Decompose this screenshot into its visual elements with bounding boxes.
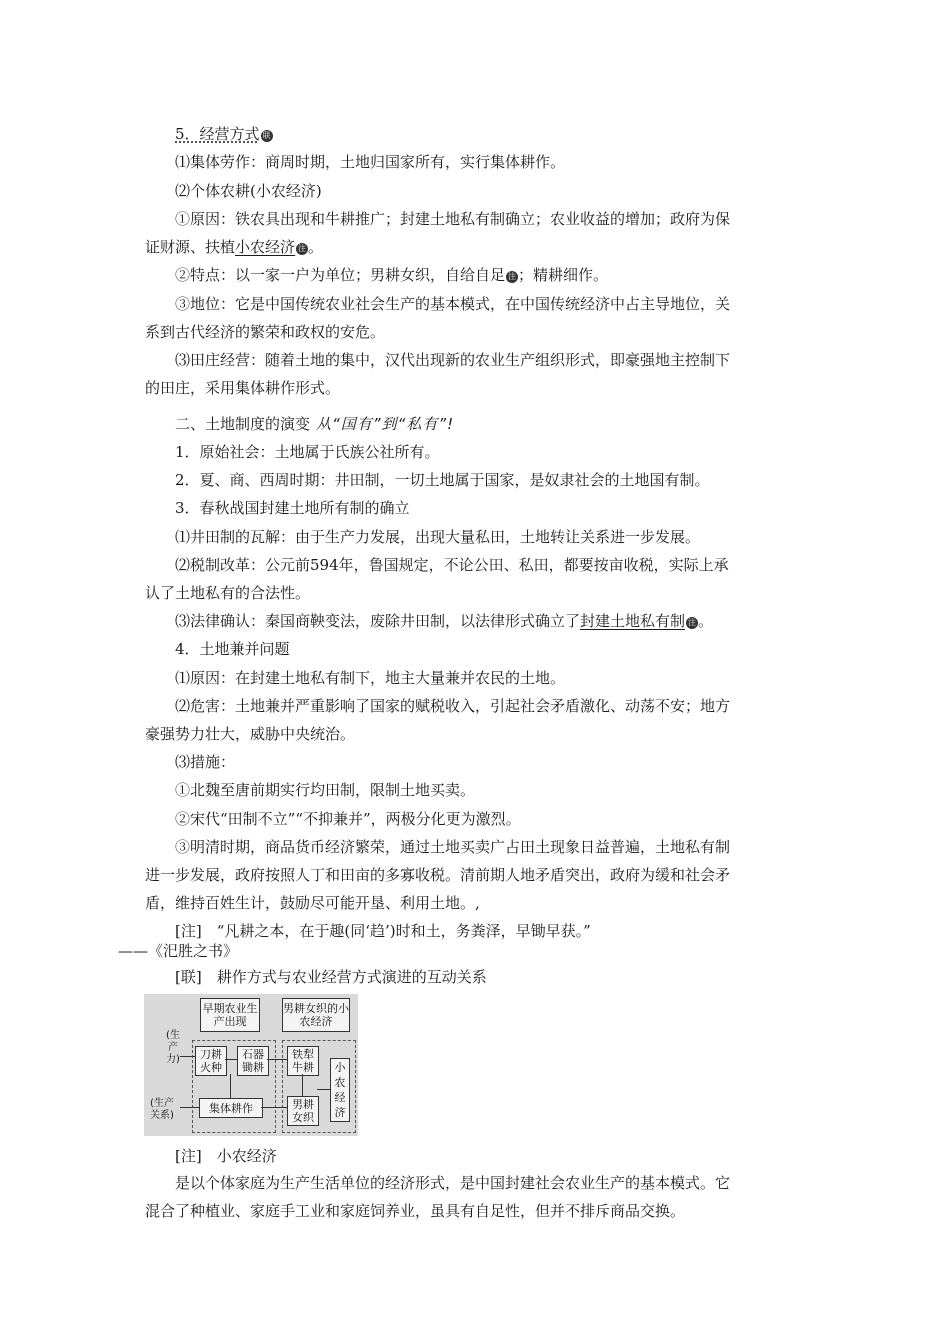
text-line: ⑴原因：在封建土地私有制下，地主大量兼并农民的土地。 — [175, 669, 566, 687]
early-agriculture-box: 早期农业生产出现 — [200, 998, 260, 1032]
farming-evolution-diagram — [144, 994, 358, 1136]
note-line: [注] “凡耕之本，在于趣(同‘趋’)时和土，务粪泽，早锄早获。” — [175, 922, 591, 940]
text-line: 1．原始社会：土地属于氏族公社所有。 — [175, 443, 440, 461]
text-span: ⑶法律确认：秦国商鞅变法，废除井田制，以法律形式确立了 — [175, 612, 581, 630]
text-line — [175, 611, 810, 631]
section-heading: 5．经营方式 — [175, 125, 260, 143]
small-farm-economy-top-box: 男耕女织的小农经济 — [282, 998, 350, 1032]
text-line: 认了土地私有的合法性。 — [145, 584, 311, 602]
text-line: ⑶田庄经营：随着土地的集中，汉代出现新的农业生产组织形式，即豪强地主控制下 — [175, 351, 731, 369]
text-line: 3．春秋战国封建土地所有制的确立 — [175, 499, 410, 517]
text-span: 证财源、扶植 — [145, 238, 236, 256]
small-farm-economy-box: 小农经济 — [330, 1058, 350, 1122]
link-mark-icon: 联 — [262, 131, 271, 140]
men-women-box: 男耕女织 — [287, 1096, 319, 1126]
section-heading — [175, 414, 810, 434]
collective-farming-box: 集体耕作 — [199, 1098, 263, 1118]
text-line: 豪强势力壮大，威胁中央统治。 — [145, 725, 356, 743]
text-line: 混合了种植业、家庭手工业和家庭饲养业，虽具有自足性，但并不排斥商品交换。 — [145, 1202, 686, 1220]
heading-text: 二、土地制度的演变 — [175, 415, 311, 433]
arrow — [225, 1059, 237, 1060]
text-line: ②宋代“田制不立”“不抑兼并”，两极分化更为激烈。 — [175, 810, 521, 828]
text-line: 的田庄，采用集体耕作形式。 — [145, 379, 341, 397]
arrow — [180, 1107, 199, 1108]
text-line: 4．土地兼并问题 — [175, 640, 290, 658]
note-line: [注] 小农经济 — [175, 1147, 277, 1165]
text-line: 系到古代经济的繁荣和政权的安危。 — [145, 323, 386, 341]
note-mark-icon: 注 — [688, 618, 697, 627]
note-line: [联] 耕作方式与农业经营方式演进的互动关系 — [175, 968, 487, 986]
text-line — [175, 265, 810, 285]
arrow — [230, 1074, 231, 1098]
text-line: 进一步发展，政府按照人丁和田亩的多寡收税。清前期人地矛盾突出，政府为缓和社会矛 — [145, 866, 731, 884]
text-line — [175, 124, 810, 144]
handwritten-note: 从“国有”到“私有”! — [316, 415, 455, 433]
text-span: ；精耕细作。 — [518, 266, 609, 284]
text-line: ⑶措施： — [175, 753, 236, 771]
text-line: ⑴集体劳作：商周时期，土地归国家所有，实行集体耕作。 — [175, 153, 566, 171]
stone-hoe-box: 石器锄耕 — [237, 1046, 269, 1076]
arrow — [302, 1074, 303, 1096]
text-span: ②特点：以一家一户为单位；男耕女织，自给自足 — [175, 266, 506, 284]
text-span: 。 — [698, 612, 714, 630]
note-mark-icon: 注 — [298, 244, 307, 253]
text-line: ⑵危害：土地兼并严重影响了国家的赋税收入，引起社会矛盾激化、动荡不安；地方 — [175, 697, 731, 715]
slash-burn-box: 刀耕火种 — [195, 1046, 227, 1076]
text-line: 2．夏、商、西周时期：井田制，一切土地属于国家，是奴隶社会的土地国有制。 — [175, 471, 710, 489]
underlined-term: 小农经济 — [235, 238, 296, 256]
text-line: ①北魏至唐前期实行均田制，限制土地买卖。 — [175, 781, 476, 799]
relations-label: (生产关系) — [150, 1098, 174, 1121]
text-line: ⑴井田制的瓦解：由于生产力发展，出现大量私田，土地转让关系进一步发展。 — [175, 528, 701, 546]
productivity-label: (生产力) — [166, 1030, 180, 1065]
iron-plough-box: 铁犁牛耕 — [287, 1046, 319, 1076]
underlined-term: 封建土地私有制 — [580, 612, 686, 630]
arrow — [180, 1056, 195, 1057]
text-line: ⑵税制改革：公元前594年，鲁国规定，不论公田、私田，都要按亩收税，实际上承 — [175, 556, 729, 574]
note-mark-icon: 注 — [508, 272, 517, 281]
text-line: ③地位：它是中国传统农业社会生产的基本模式，在中国传统经济中占主导地位，关 — [175, 295, 731, 313]
text-line: ③明清时期，商品货币经济繁荣，通过土地买卖广占田土现象日益普遍，土地私有制 — [175, 838, 731, 856]
citation: ——《汜胜之书》 — [118, 942, 239, 960]
text-line: 盾，维持百姓生计，鼓励尽可能开垦、利用土地。, — [145, 894, 480, 912]
text-span: 。 — [308, 238, 324, 256]
arrow — [317, 1089, 330, 1090]
arrow — [267, 1059, 287, 1060]
text-line: ①原因：铁农具出现和牛耕推广；封建土地私有制确立；农业收益的增加；政府为保 — [175, 210, 731, 228]
text-line: 是以个体家庭为生产生活单位的经济形式，是中国封建社会农业生产的基本模式。它 — [175, 1174, 731, 1192]
text-line — [145, 237, 810, 257]
arrow — [261, 1107, 287, 1108]
text-line: ⑵个体农耕(小农经济) — [175, 182, 322, 200]
